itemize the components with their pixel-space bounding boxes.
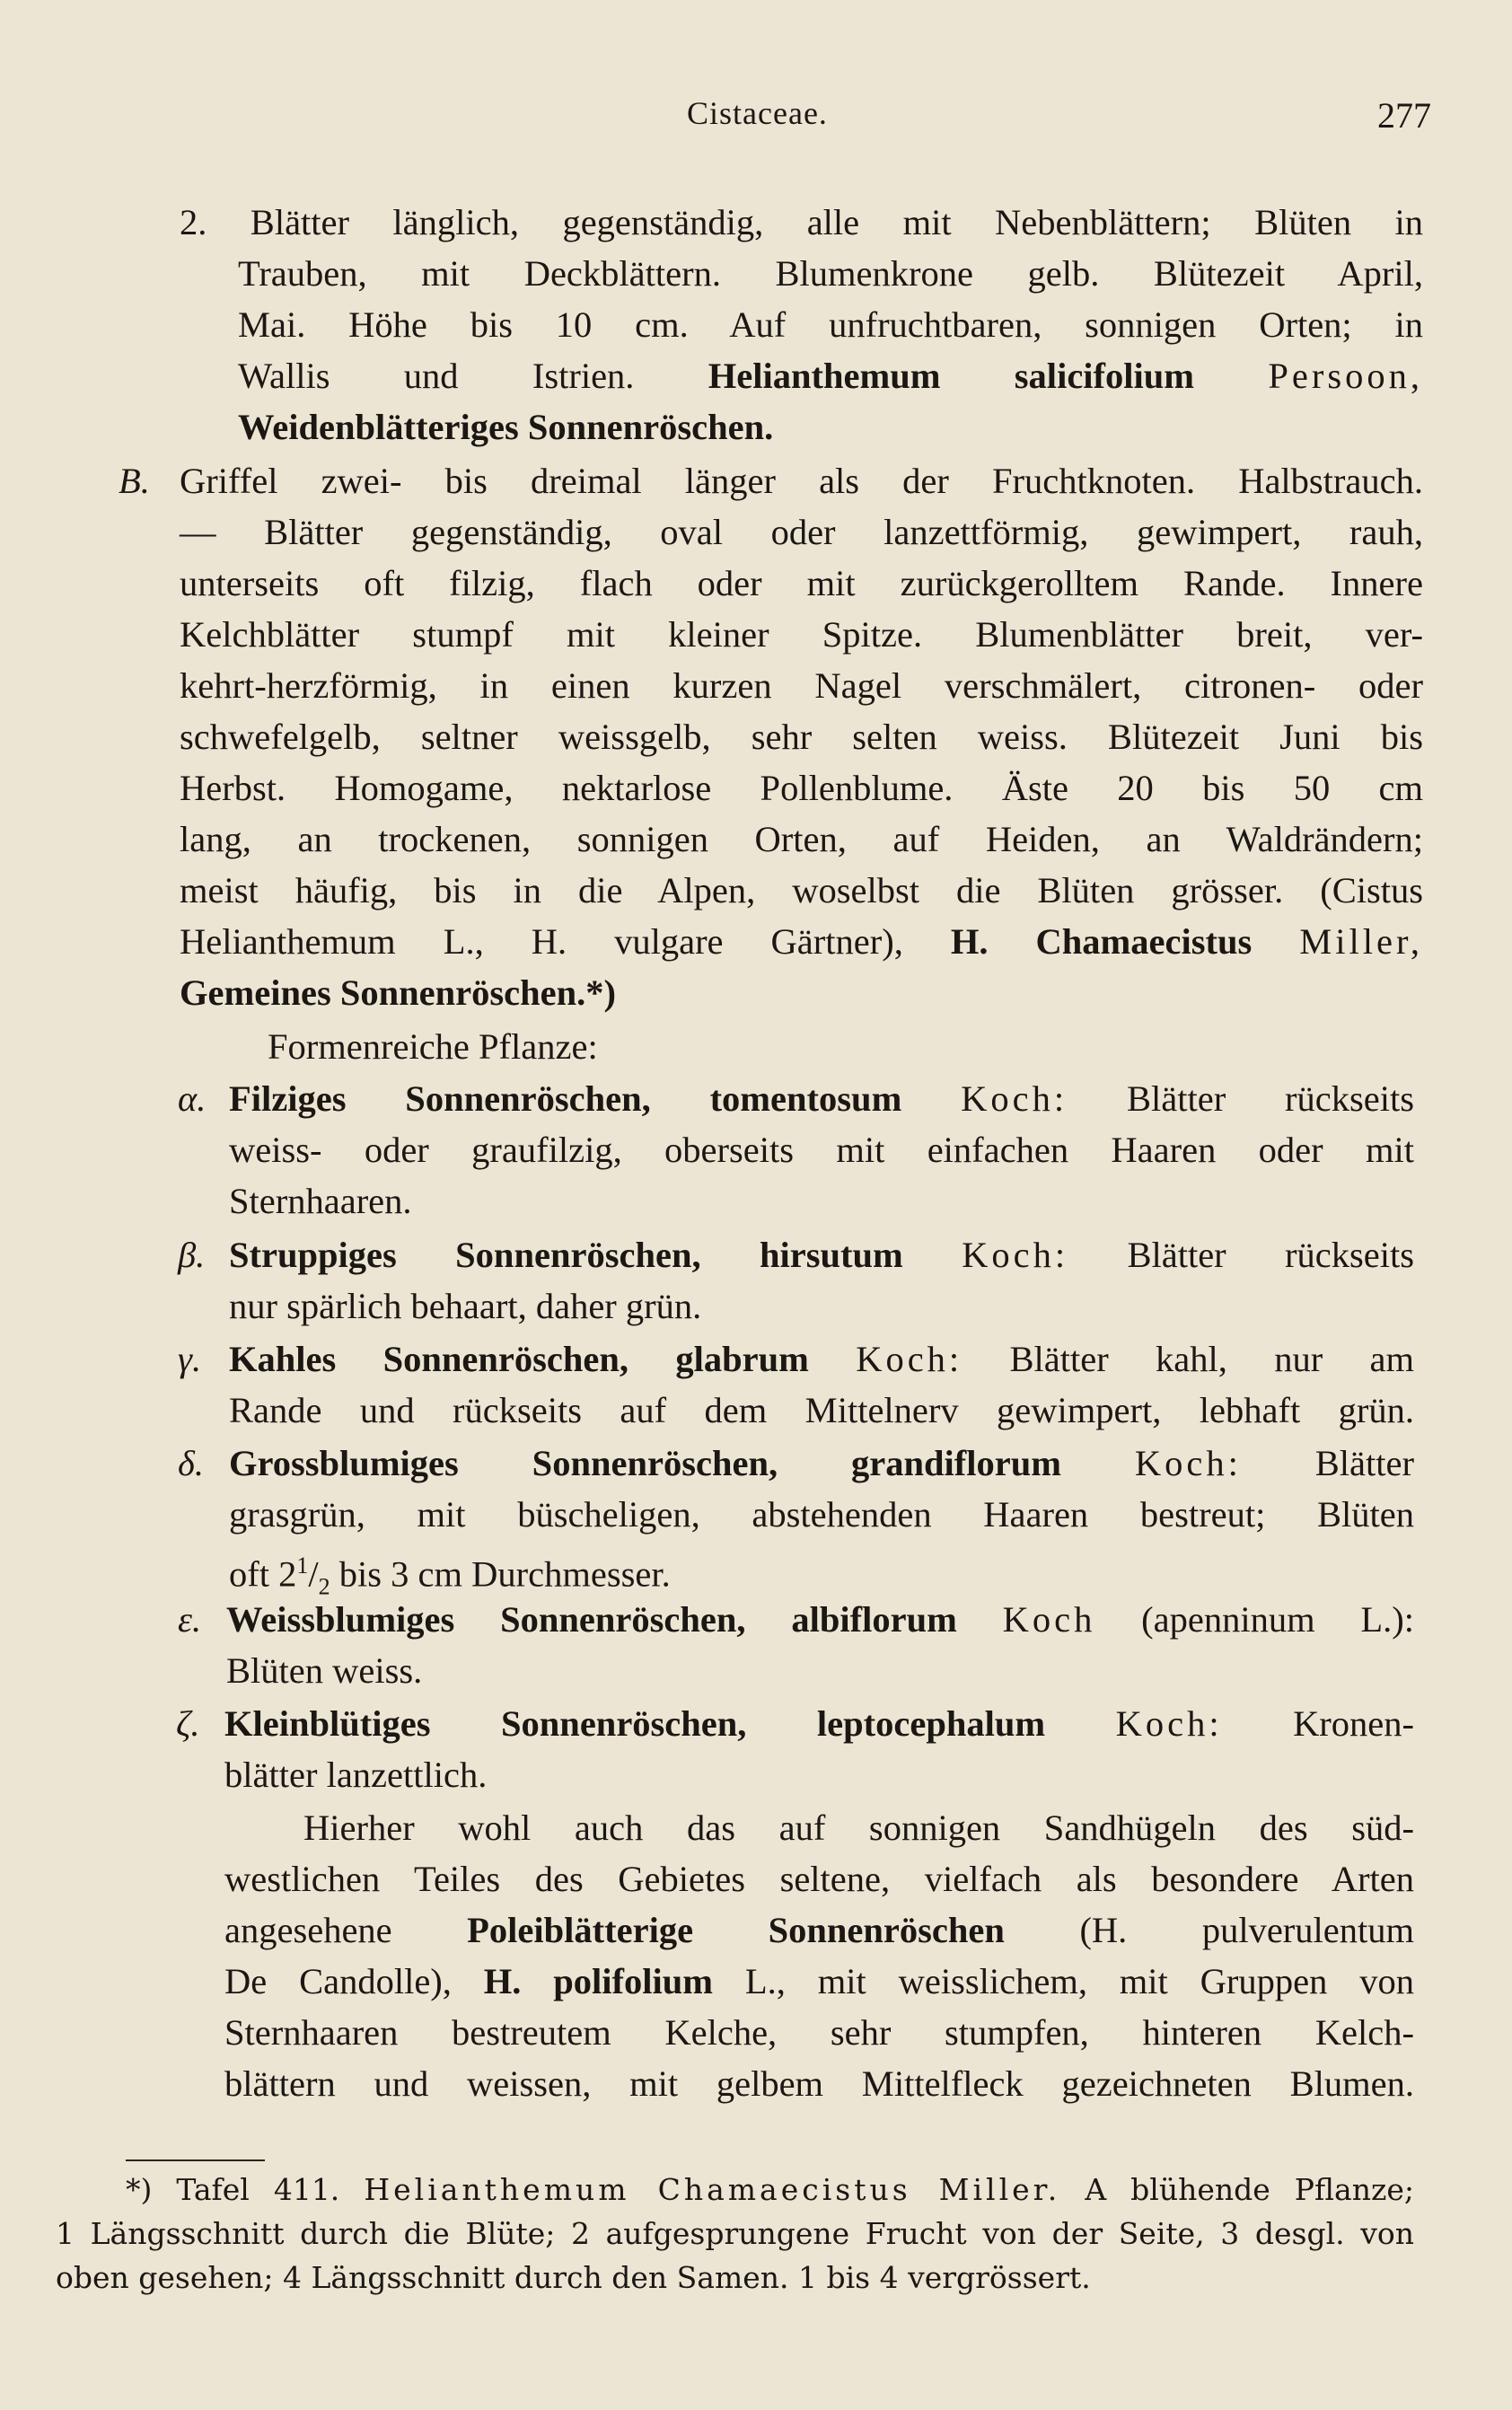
species-name: H. Chamaecistus — [950, 921, 1253, 962]
text-line: Hierher wohl auch das auf sonnigen Sandhügeln des süd- — [303, 1808, 1414, 1848]
section-marker: B. — [119, 461, 150, 501]
text-line: Sternhaaren bestreutem Kelche, sehr stumpfen, hinteren Kelch- — [224, 2012, 1414, 2053]
author-name: Persoon, — [1268, 356, 1423, 396]
text-line: nur spärlich behaart, daher grün. — [229, 1286, 702, 1326]
text-line: Herbst. Homogame, nektarlose Pollenblume. Äste 20 bis 50 cm — [180, 768, 1423, 808]
text-line: Wallis und Istrien. Helianthemum salicifolium Persoon, — [238, 356, 1423, 396]
variety-marker: γ. — [178, 1339, 202, 1379]
variety-marker: ζ. — [176, 1703, 200, 1744]
variety-marker: β. — [178, 1235, 206, 1275]
species-name: Helianthemum salicifolium — [708, 356, 1195, 396]
text-line: Griffel zwei- bis dreimal länger als der Fruchtknoten. Halbstrauch. — [180, 461, 1423, 501]
footnote-line: oben gesehen; 4 Längsschnitt durch den Samen. 1 bis 4 vergrössert. — [56, 2260, 1091, 2295]
footnote-line: 1 Längsschnitt durch die Blüte; 2 aufgesprungene Frucht von der Seite, 3 desgl. von — [56, 2216, 1414, 2251]
text-line: blätter lanzettlich. — [224, 1755, 488, 1795]
text-line: — Blätter gegenständig, oval oder lanzettförmig, gewimpert, rauh, — [180, 512, 1423, 552]
text-line: Trauben, mit Deckblättern. Blumenkrone gelb. Blütezeit April, — [238, 253, 1423, 294]
text-line: Grossblumiges Sonnenröschen, grandiflorum Koch: Blätter — [229, 1443, 1414, 1483]
text-line: Rande und rückseits auf dem Mittelnerv gewimpert, lebhaft grün. — [229, 1390, 1414, 1430]
page-header — [0, 94, 1512, 148]
text-line: westlichen Teiles des Gebietes seltene, vielfach als besondere Arten — [224, 1859, 1414, 1899]
text-line: unterseits oft filzig, flach oder mit zurückgerolltem Rande. Innere — [180, 563, 1423, 603]
running-head: Cistaceae. — [687, 95, 828, 131]
text-line: grasgrün, mit büscheligen, abstehenden Haaren bestreut; Blüten — [229, 1494, 1414, 1535]
text-line: Sternhaaren. — [229, 1181, 412, 1221]
text-line: De Candolle), H. polifolium L., mit weisslichem, mit Gruppen von — [224, 1961, 1414, 2001]
text-line: Mai. Höhe bis 10 cm. Auf unfruchtbaren, sonnigen Orten; in — [238, 304, 1423, 345]
text-line: Filziges Sonnenröschen, tomentosum Koch: Blätter rückseits — [229, 1078, 1414, 1119]
text-line: Struppiges Sonnenröschen, hirsutum Koch: Blätter rückseits — [229, 1235, 1414, 1275]
text-line: Kleinblütiges Sonnenröschen, leptocephalum Koch: Kronen- — [224, 1703, 1415, 1744]
text-line: angesehene Poleiblätterige Sonnenröschen (H. pulverulentum — [224, 1910, 1415, 1950]
text-line: kehrt-herzförmig, in einen kurzen Nagel verschmälert, citronen- oder — [180, 665, 1423, 706]
footnote-line: *) Tafel 411. Helianthemum Chamaecistus Miller. A blühende Pflanze; — [126, 2172, 1414, 2207]
page-number: 277 — [1377, 95, 1431, 136]
text-line: Kelchblätter stumpf mit kleiner Spitze. Blumenblätter breit, ver- — [180, 614, 1423, 655]
text-line: weiss- oder graufilzig, oberseits mit einfachen Haaren oder mit — [229, 1130, 1414, 1170]
text-line: lang, an trockenen, sonnigen Orten, auf Heiden, an Waldrändern; — [180, 819, 1423, 859]
text-line: Kahles Sonnenröschen, glabrum Koch: Blätter kahl, nur am — [229, 1339, 1415, 1379]
text-line: Weissblumiges Sonnenröschen, albiflorum Koch (apenninum L.): — [226, 1599, 1414, 1640]
text-line: oft $2^1/_2$ bis 3 cm Durchmesser. — [229, 1552, 671, 1600]
footnote-rule — [126, 2159, 265, 2161]
variety-marker: δ. — [178, 1443, 204, 1483]
text-line: Helianthemum L., H. vulgare Gärtner), H. Chamaecistus Miller, — [180, 921, 1423, 962]
text-line: meist häufig, bis in die Alpen, woselbst die Blüten grösser. (Cistus — [180, 870, 1423, 910]
text-line: Blüten weiss. — [226, 1650, 423, 1691]
text-line: Formenreiche Pflanze: — [268, 1026, 598, 1067]
text-line: schwefelgelb, seltner weissgelb, sehr selten weiss. Blütezeit Juni bis — [180, 717, 1423, 757]
common-name: Weidenblätteriges Sonnenröschen. — [238, 407, 774, 447]
text-line: blättern und weissen, mit gelbem Mittelfleck gezeichneten Blumen. — [224, 2063, 1414, 2104]
common-name: Gemeines Sonnenröschen.*) — [180, 972, 616, 1013]
variety-marker: α. — [178, 1078, 207, 1119]
author-name: Miller, — [1299, 921, 1423, 962]
variety-marker: ε. — [178, 1599, 202, 1640]
text-line: 2. Blätter länglich, gegenständig, alle mit Nebenblättern; Blüten in — [180, 202, 1423, 242]
